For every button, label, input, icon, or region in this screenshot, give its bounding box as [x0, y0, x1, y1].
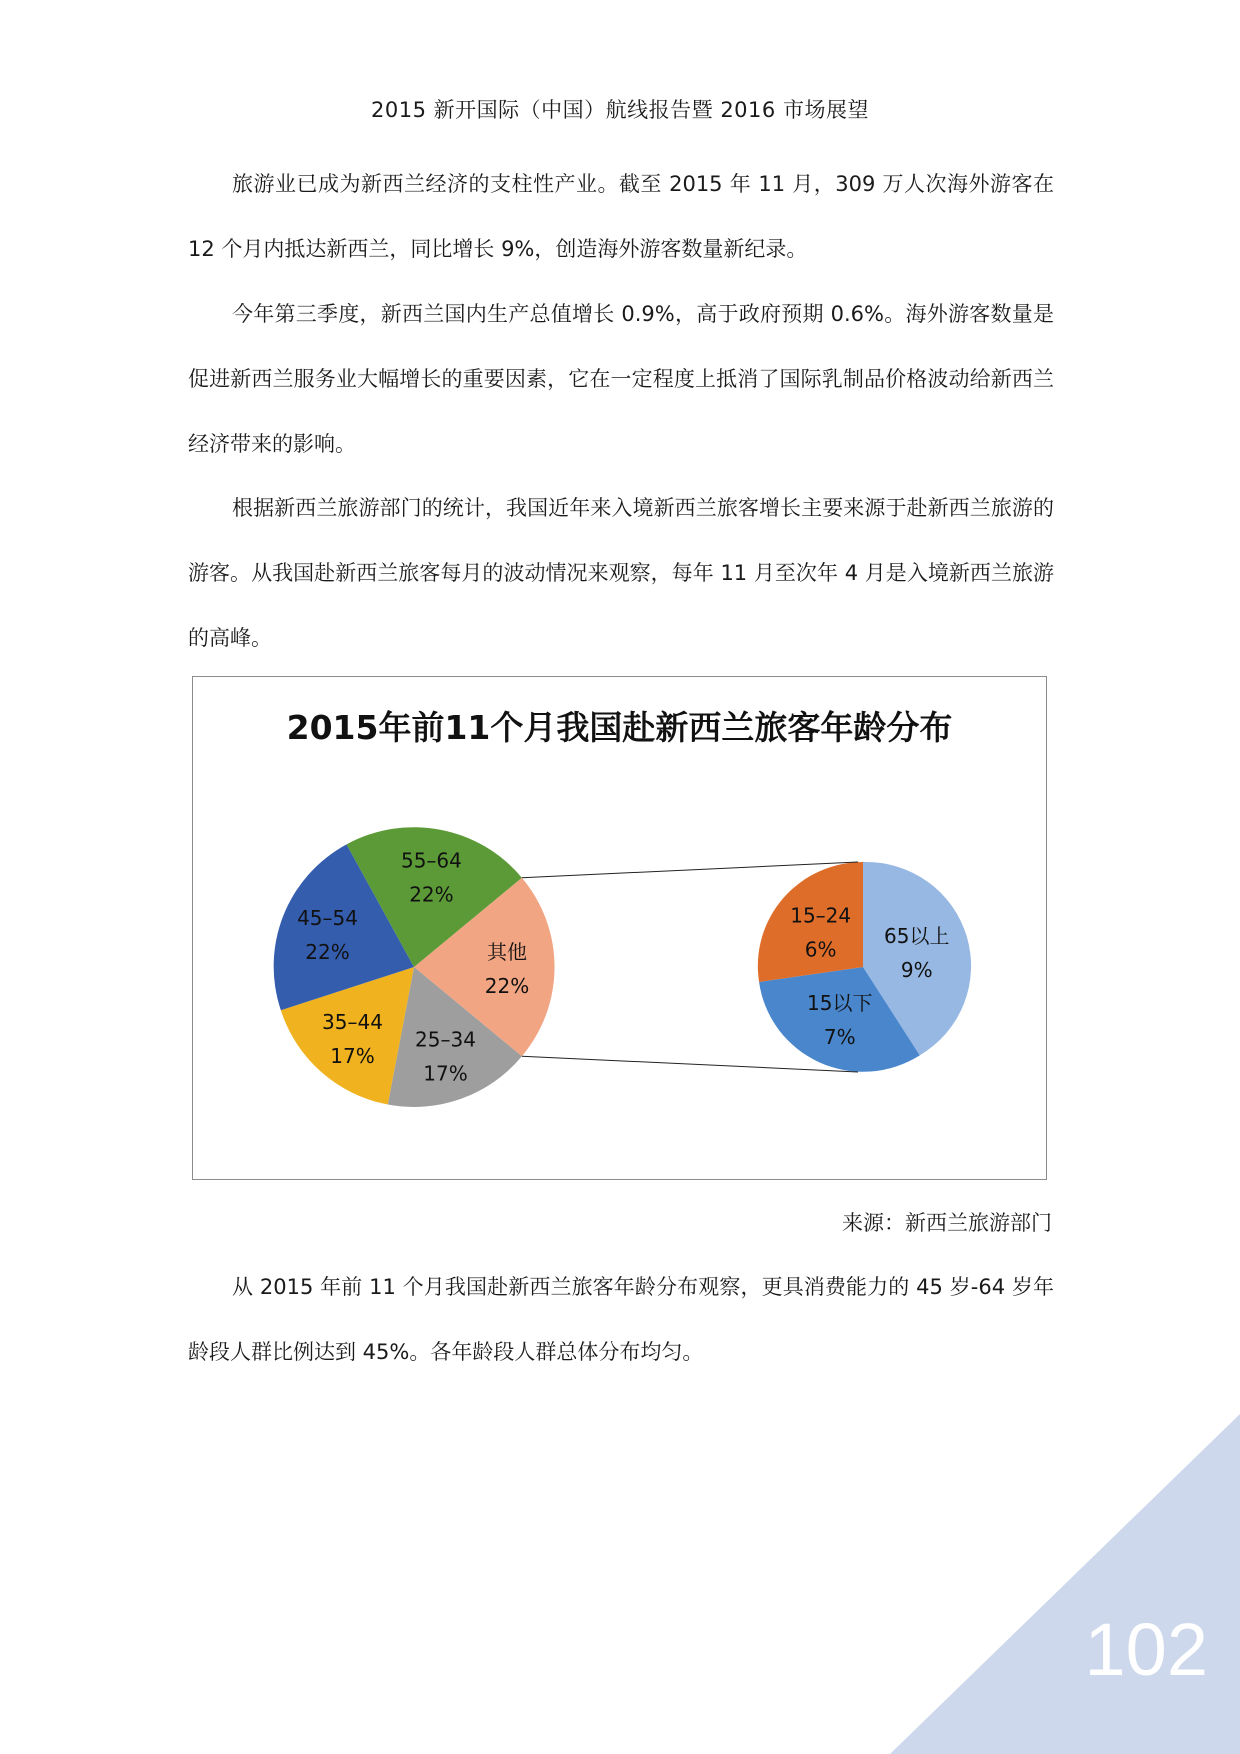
main-label-55-64: 55–64 [400, 848, 462, 873]
age-distribution-chart [192, 676, 1047, 1180]
secondary-label-65: 65以上 [884, 924, 950, 949]
paragraph-gdp-growth: 今年第三季度，新西兰国内生产总值增长 0.9%，高于政府预期 0.6%。海外游客数量是促进新西兰服务业大幅增长的重要因素，它在一定程度上抵消了国际乳制品价格波动给新西兰经济带来的影响。 [188, 302, 1054, 456]
secondary-label-15-24: 15–24 [790, 903, 852, 928]
main-label-other: 其他 [487, 940, 527, 964]
main-value-label-25-34: 17% [423, 1061, 468, 1086]
running-header: 2015 新开国际（中国）航线报告暨 2016 市场展望 [371, 98, 869, 122]
secondary-value-label-15: 7% [823, 1024, 856, 1049]
main-value-label-other: 22% [484, 974, 530, 998]
corner-triangle-decoration [890, 1414, 1240, 1754]
leader-line-top [522, 862, 858, 878]
main-value-label-45-54: 22% [305, 939, 350, 964]
main-value-label-35-44: 17% [330, 1043, 375, 1068]
secondary-value-label-65: 9% [900, 958, 933, 983]
page-number: 102 [1084, 1608, 1208, 1691]
secondary-label-15: 15以下 [807, 990, 873, 1015]
main-label-45-54: 45–54 [297, 905, 358, 930]
paragraph-tourism-pillar: 旅游业已成为新西兰经济的支柱性产业。截至 2015 年 11 月，309 万人次海外游客在 12 个月内抵达新西兰，同比增长 9%，创造海外游客数量新纪录。 [188, 172, 1054, 261]
chart-title: 2015年前11个月我国赴新西兰旅客年龄分布 [286, 708, 953, 747]
leader-line-bottom [522, 1056, 858, 1072]
paragraph-age-observation: 从 2015 年前 11 个月我国赴新西兰旅客年龄分布观察，更具消费能力的 45 岁-64 岁年龄段人群比例达到 45%。各年龄段人群总体分布均匀。 [188, 1275, 1054, 1364]
secondary-value-label-15-24: 6% [804, 937, 837, 962]
source-note: 来源：新西兰旅游部门 [842, 1211, 1052, 1235]
main-label-35-44: 35–44 [322, 1009, 383, 1034]
pie-of-pie-chart [193, 677, 1048, 1181]
main-value-label-55-64: 22% [409, 882, 454, 907]
main-label-25-34: 25–34 [415, 1027, 476, 1052]
paragraph-visitor-source: 根据新西兰旅游部门的统计，我国近年来入境新西兰旅客增长主要来源于赴新西兰旅游的游客。从我国赴新西兰旅客每月的波动情况来观察，每年 11 月至次年 4 月是入境新西兰旅游的高峰。 [188, 496, 1054, 650]
